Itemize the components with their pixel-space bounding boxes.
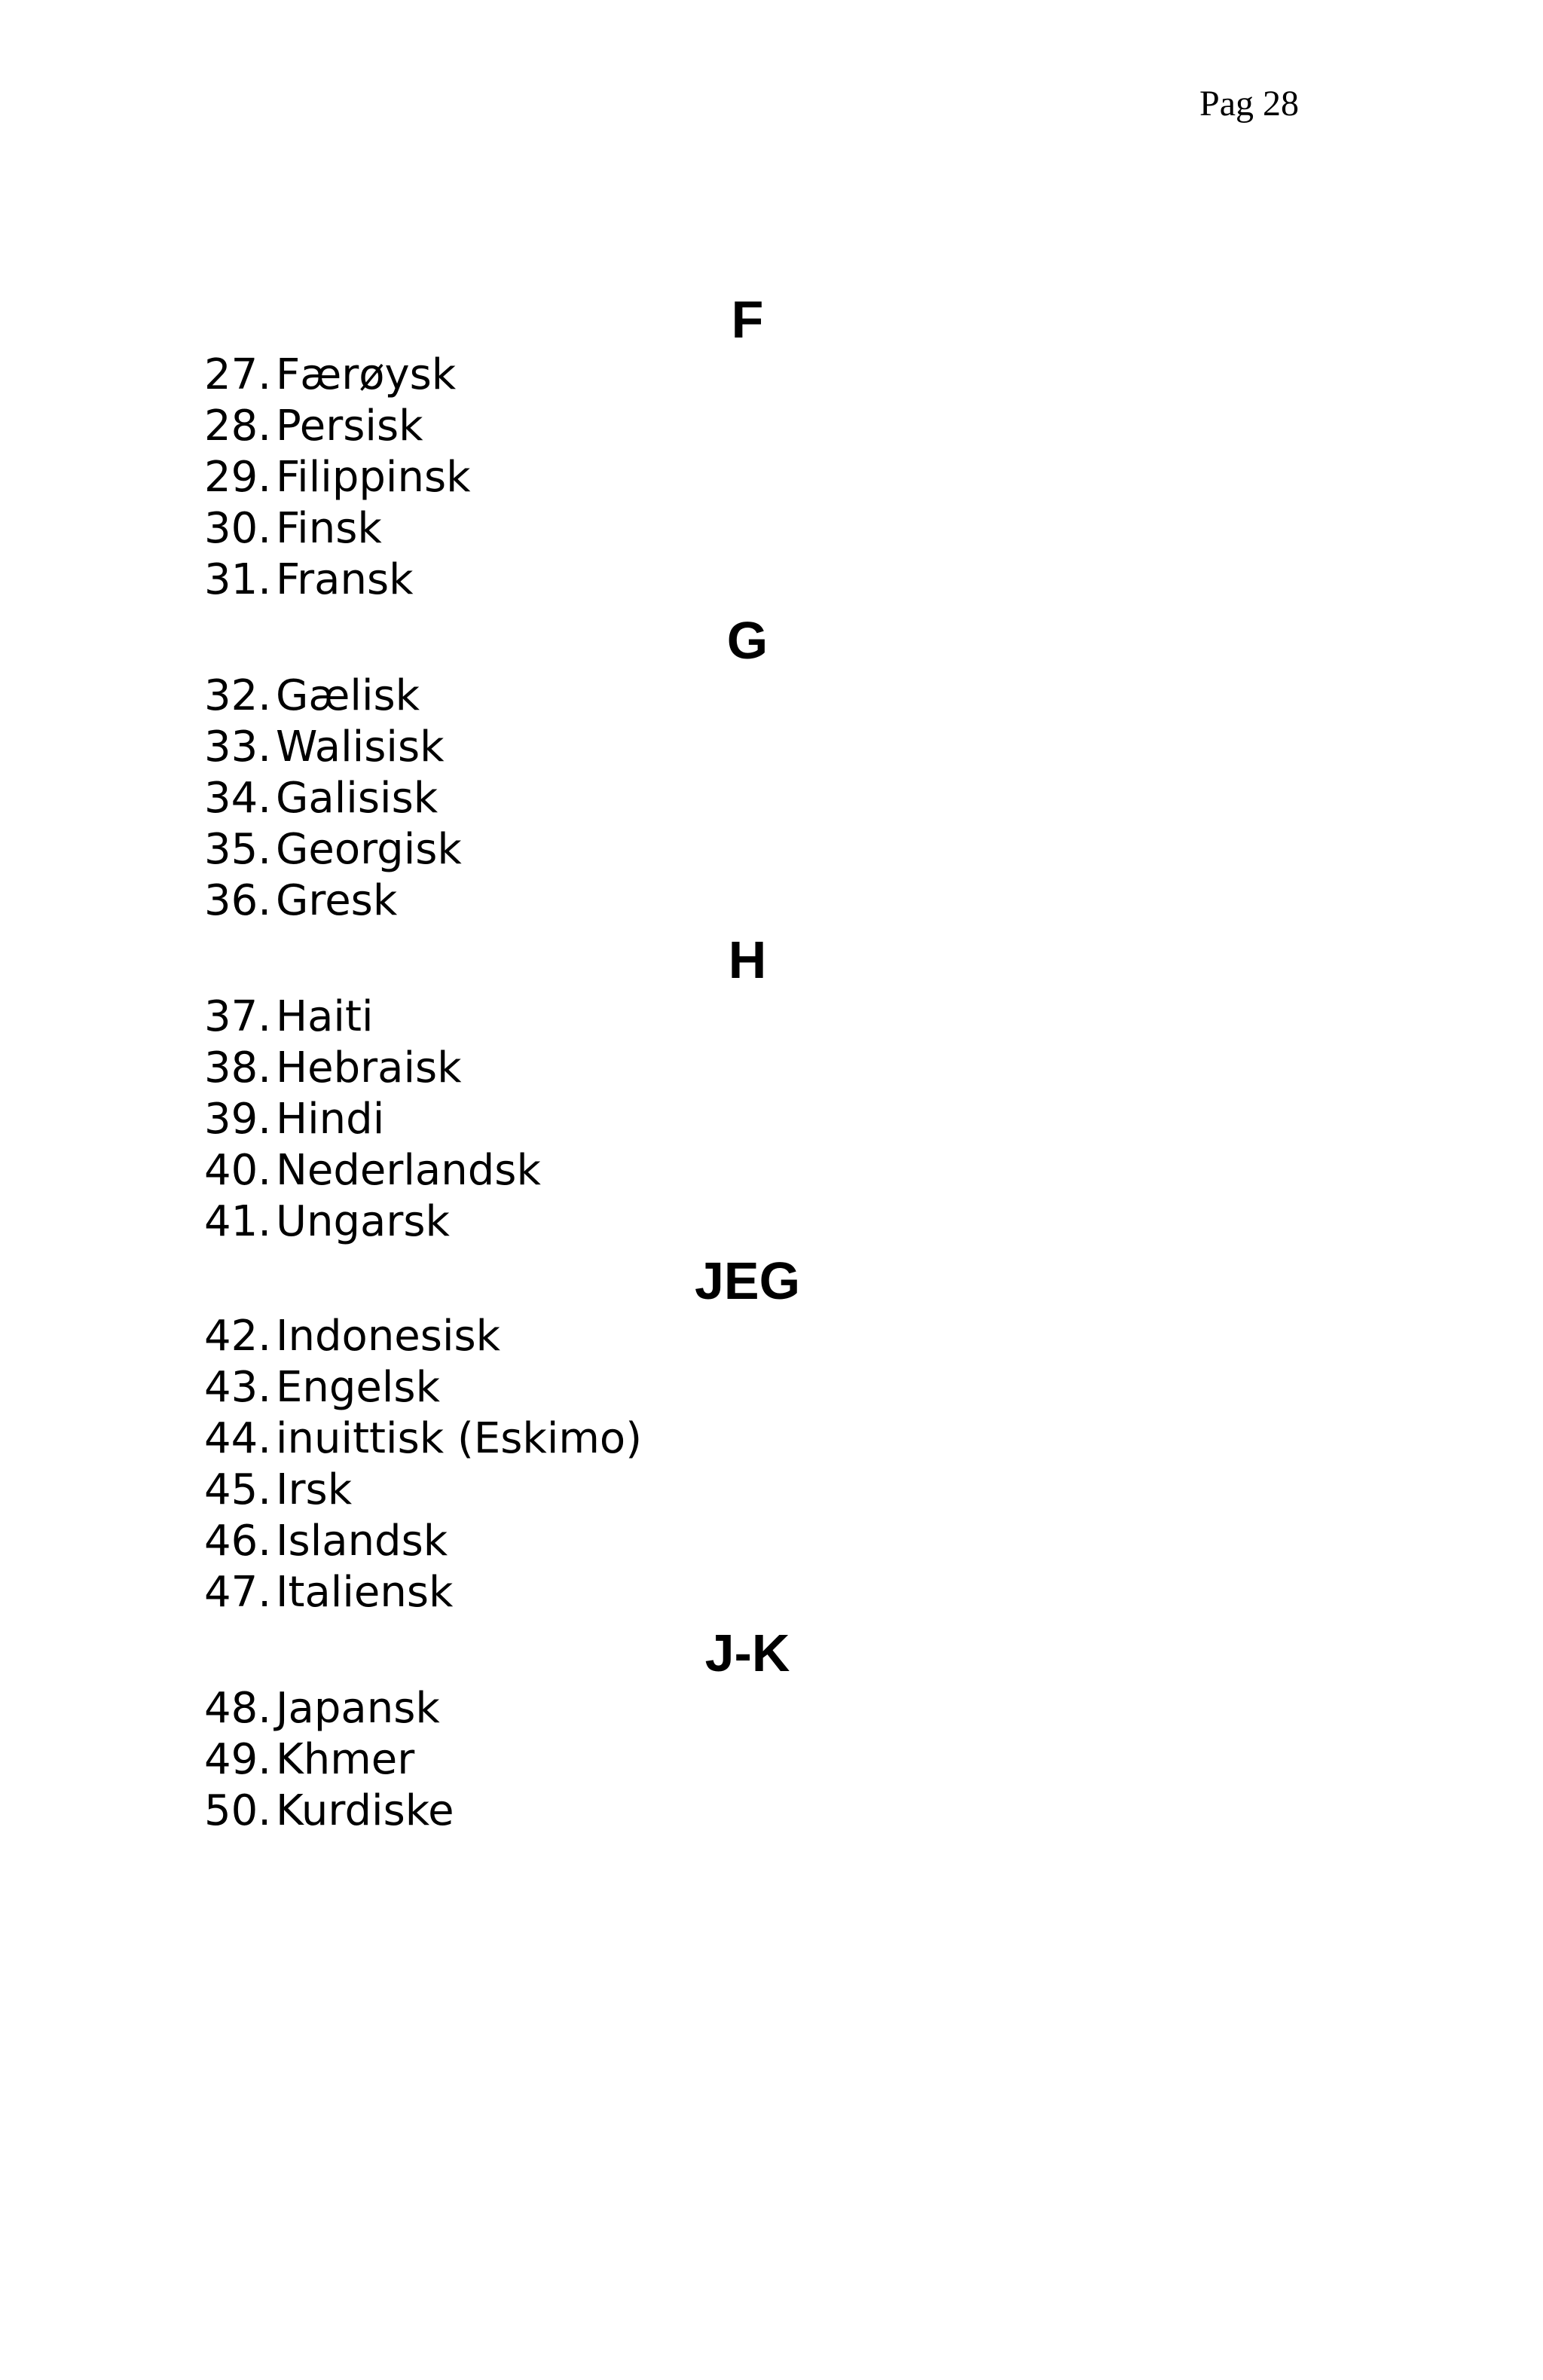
item-label: Engelsk xyxy=(276,1363,441,1412)
item-number: 39. xyxy=(203,1095,271,1144)
item-number: 37. xyxy=(203,992,271,1041)
item-number: 35. xyxy=(203,825,271,874)
item-number: 47. xyxy=(203,1568,271,1617)
section-heading: J-K xyxy=(704,1624,790,1682)
item-number: 38. xyxy=(203,1043,271,1092)
item-label: Finsk xyxy=(276,504,382,553)
page-number: Pag 28 xyxy=(1199,84,1299,124)
item-label: Georgisk xyxy=(276,825,462,874)
item-number: 50. xyxy=(203,1786,271,1835)
item-label: Italiensk xyxy=(276,1568,454,1617)
section-heading: F xyxy=(731,290,764,349)
item-number: 30. xyxy=(203,504,271,553)
item-number: 44. xyxy=(203,1414,271,1463)
item-label: Haiti xyxy=(276,992,374,1041)
item-number: 40. xyxy=(203,1146,271,1195)
item-number: 45. xyxy=(203,1465,271,1514)
item-number: 49. xyxy=(203,1735,271,1784)
item-number: 32. xyxy=(203,671,271,720)
item-label: Hebraisk xyxy=(276,1043,462,1092)
section-heading: H xyxy=(728,930,767,989)
section-heading: JEG xyxy=(694,1251,801,1310)
item-label: Filippinsk xyxy=(276,453,471,502)
item-label: inuittisk (Eskimo) xyxy=(276,1414,643,1463)
item-label: Ungarsk xyxy=(276,1197,450,1246)
item-number: 34. xyxy=(203,774,271,823)
item-label: Færøysk xyxy=(276,350,457,399)
item-label: Hindi xyxy=(276,1095,385,1144)
item-number: 48. xyxy=(203,1684,271,1733)
item-number: 43. xyxy=(203,1363,271,1412)
item-number: 31. xyxy=(203,555,271,604)
item-number: 28. xyxy=(203,402,271,451)
item-label: Japansk xyxy=(276,1684,440,1733)
item-label: Kurdiske xyxy=(276,1786,454,1835)
item-number: 36. xyxy=(203,876,271,925)
item-number: 46. xyxy=(203,1517,271,1566)
item-label: Islandsk xyxy=(276,1517,448,1566)
item-label: Galisisk xyxy=(276,774,438,823)
item-number: 29. xyxy=(203,453,271,502)
item-label: Gresk xyxy=(276,876,398,925)
item-number: 42. xyxy=(203,1312,271,1361)
item-label: Irsk xyxy=(276,1465,353,1514)
item-number: 41. xyxy=(203,1197,271,1246)
item-label: Persisk xyxy=(276,402,423,451)
item-label: Fransk xyxy=(276,555,414,604)
item-number: 33. xyxy=(203,723,271,771)
item-label: Walisisk xyxy=(276,723,445,771)
item-number: 27. xyxy=(203,350,271,399)
section-heading: G xyxy=(726,611,768,670)
item-label: Khmer xyxy=(276,1735,415,1784)
item-label: Indonesisk xyxy=(276,1312,501,1361)
item-label: Gælisk xyxy=(276,671,420,720)
item-label: Nederlandsk xyxy=(276,1146,541,1195)
